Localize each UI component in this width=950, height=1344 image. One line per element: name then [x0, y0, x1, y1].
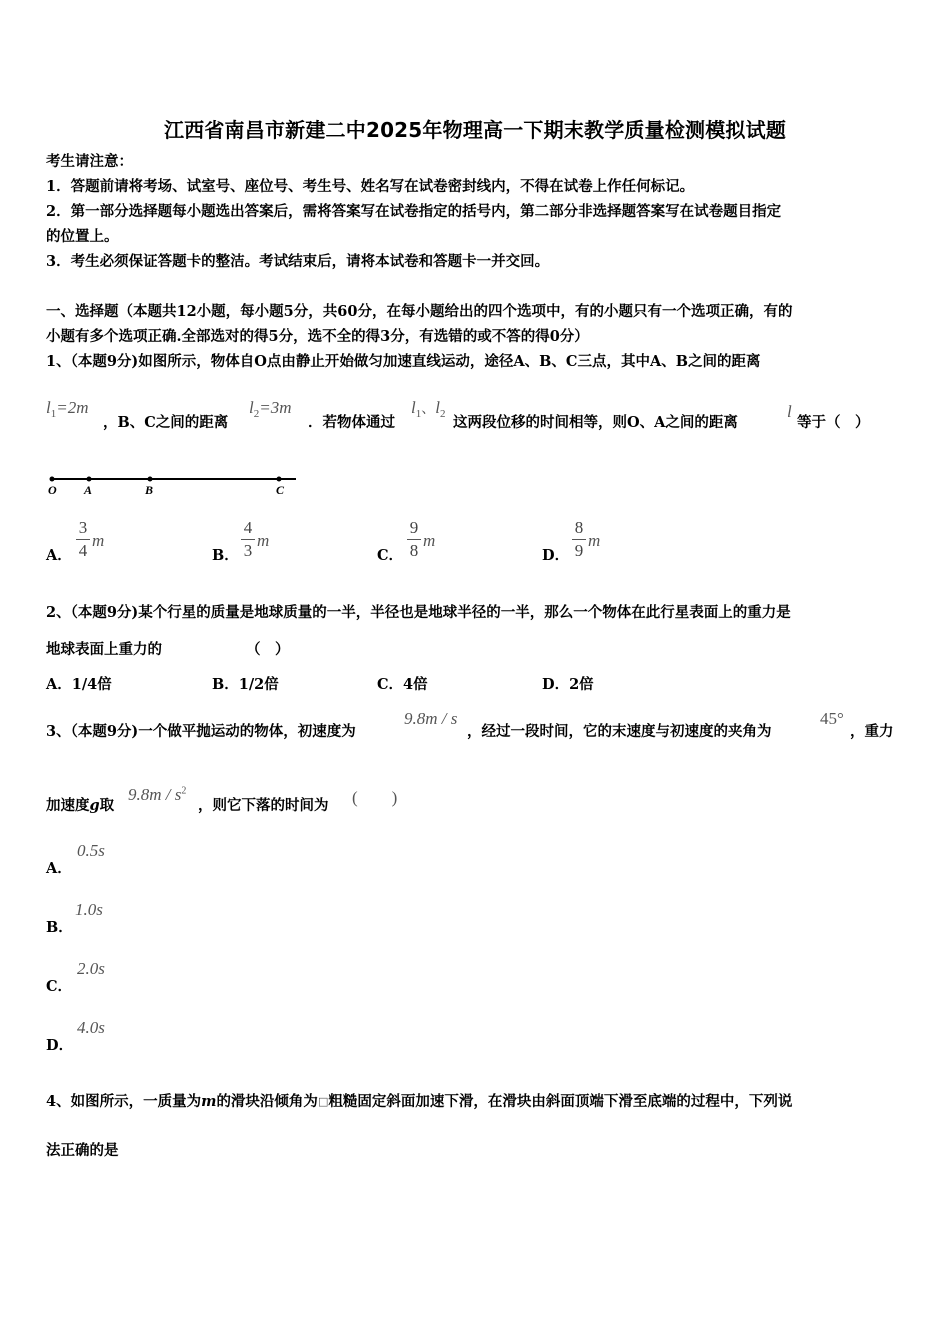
q3-g-symbol: g — [89, 797, 100, 814]
q1-option-c-unit: m — [423, 531, 436, 550]
section-header-line2: 小题有多个选项正确.全部选对的得5分，选不全的得3分，有选错的或不答的得0分） — [46, 328, 589, 345]
q4-stem-line1 — [46, 1092, 792, 1112]
q1-l1-symbol: l — [46, 398, 51, 417]
q1-text-c: 这两段位移的时间相等，则O、A之间的距离 — [453, 414, 738, 431]
q2-option-c[interactable] — [377, 675, 428, 695]
section-header-line1: 一、选择题（本题共12小题，每小题5分，共60分，在每小题给出的四个选项中，有的小题只有一个选项正确，有的 — [46, 303, 793, 320]
q1-option-b-den: 3 — [243, 541, 253, 560]
notice-item-2: 2．第一部分选择题每小题选出答案后，需将答案写在试卷指定的括号内，第二部分非选择题答案写在试卷题目指定 — [46, 203, 782, 220]
q2-option-d[interactable] — [542, 675, 594, 695]
q1-l2b-symbol: l — [435, 398, 440, 417]
q1-option-a-unit: m — [92, 531, 105, 550]
q1-option-b-fraction — [241, 518, 255, 561]
q1-text-a: ，B、C之间的距离 — [103, 414, 229, 431]
q2-option-b[interactable] — [212, 675, 279, 695]
q3-option-b-text: 1.0s — [75, 900, 103, 919]
q2-stem-line1: 2、（本题9分)某个行星的质量是地球质量的一半，半径也是地球半径的一半，那么一个物体在此行星表面上的重力是 — [46, 604, 791, 621]
q3-line2 — [46, 796, 114, 816]
q1-option-d-den: 9 — [574, 541, 584, 560]
q1-option-c-den: 8 — [409, 541, 419, 560]
q2-stem-line2: 地球表面上重力的 — [46, 641, 162, 658]
q3-option-c-text: 2.0s — [77, 959, 105, 978]
q3-paren: ( ) — [352, 788, 398, 807]
q3-text-a: 3、（本题9分)一个做平抛运动的物体，初速度为 — [46, 723, 356, 740]
q2-option-c-letter: C． — [377, 676, 404, 693]
q4-mass-symbol: m — [201, 1093, 217, 1110]
notice-item-3: 3．考生必须保证答题卡的整洁。考试结束后，请将本试卷和答题卡一并交回。 — [46, 253, 550, 270]
q1-l1b-symbol: l — [411, 398, 416, 417]
q2-option-c-text: 4倍 — [403, 676, 428, 693]
q2-option-a-text: 1/4倍 — [71, 676, 112, 693]
q4-text-c: 粗糙固定斜面加速下滑，在滑块由斜面顶端下滑至底端的过程中，下列说 — [328, 1093, 793, 1110]
q1-label-c: C — [276, 483, 285, 497]
notice-item-1: 1．答题前请将考场、试室号、座位号、考生号、姓名写在试卷密封线内，不得在试卷上作任何标记。 — [46, 178, 695, 195]
q1-option-c-fraction — [407, 518, 421, 561]
q2-option-a-letter: A． — [46, 676, 72, 693]
q1-text-d: 等于（ ） — [797, 414, 870, 431]
notice-item-2-cont: 的位置上。 — [46, 228, 119, 245]
q1-point-b — [148, 477, 153, 482]
q1-option-a-fraction — [76, 518, 90, 561]
q1-l1b-sub: 1 — [415, 408, 422, 421]
q3-gexp: 2 — [181, 785, 187, 797]
q1-l1-value: =2m — [56, 398, 89, 417]
q3-option-a-letter[interactable]: A． — [46, 860, 72, 877]
q1-l-symbol: l — [787, 402, 792, 421]
q2-option-d-letter: D． — [542, 676, 570, 693]
q1-stem-line1: 1、（本题9分)如图所示，物体自O点由静止开始做匀加速直线运动，途径A、B、C三点，其中A、B之间的距离 — [46, 353, 761, 370]
q1-separator: 、 — [421, 402, 436, 417]
q1-option-b-unit: m — [257, 531, 270, 550]
q3-text-c: ，重力 — [850, 723, 894, 740]
q1-label-b: B — [145, 483, 154, 497]
q3-option-c-letter[interactable]: C． — [46, 978, 73, 995]
q1-l1-sub: 1 — [50, 408, 57, 421]
q1-option-b-num: 4 — [243, 518, 253, 537]
q1-option-b-letter[interactable]: B． — [212, 547, 239, 564]
q3-text-d: 加速度 — [46, 797, 90, 814]
q1-option-c-letter[interactable]: C． — [377, 547, 404, 564]
q1-option-d-fraction — [572, 518, 586, 561]
q3-initial-velocity: 9.8m / s — [404, 709, 458, 728]
q1-point-a — [87, 477, 92, 482]
page-title: 江西省南昌市新建二中2025年物理高一下期末教学质量检测模拟试题 — [163, 118, 787, 142]
q1-label-o: O — [48, 483, 57, 497]
q4-text-b: 的滑块沿倾角为 — [216, 1093, 318, 1110]
q1-point-c — [277, 477, 282, 482]
q1-option-a-letter[interactable]: A． — [46, 547, 72, 564]
q3-text-e: 取 — [99, 797, 115, 814]
q1-option-c-num: 9 — [409, 518, 419, 537]
q3-option-a-text: 0.5s — [77, 841, 105, 860]
q4-missing-symbol: □ — [317, 1095, 329, 1108]
q1-l2 — [249, 398, 291, 420]
q1-stem-line2 — [46, 398, 88, 420]
q1-option-a-den: 4 — [78, 541, 88, 560]
q3-gravity-value — [128, 785, 186, 805]
q4-stem-line2: 法正确的是 — [46, 1142, 119, 1159]
q1-label-a: A — [84, 483, 93, 497]
q1-l2-symbol: l — [249, 398, 254, 417]
q3-gval: 9.8m / s — [128, 785, 182, 804]
q2-option-b-text: 1/2倍 — [238, 676, 279, 693]
q1-l2-value: =3m — [259, 398, 292, 417]
q1-l2b-sub: 2 — [439, 408, 446, 421]
q1-point-o — [50, 477, 55, 482]
q3-option-d-text: 4.0s — [77, 1018, 105, 1037]
q1-option-d-unit: m — [588, 531, 601, 550]
q2-paren: （ ） — [246, 641, 290, 658]
q3-angle: 45° — [820, 709, 844, 728]
q2-option-a[interactable] — [46, 675, 112, 695]
q3-option-b-letter[interactable]: B． — [46, 919, 73, 936]
notice-heading: 考生请注意： — [46, 153, 133, 170]
q1-option-a-num: 3 — [78, 518, 88, 537]
q2-option-b-letter: B． — [212, 676, 239, 693]
q3-option-d-letter[interactable]: D． — [46, 1037, 74, 1054]
q1-l1-l2 — [411, 398, 445, 420]
q1-text-b: ．若物体通过 — [308, 414, 395, 431]
q2-option-d-text: 2倍 — [569, 676, 594, 693]
q1-l2-sub: 2 — [253, 408, 260, 421]
q3-text-f: ，则它下落的时间为 — [198, 797, 329, 814]
q1-option-d-letter[interactable]: D． — [542, 547, 570, 564]
q1-option-d-num: 8 — [574, 518, 584, 537]
q3-text-b: ，经过一段时间，它的末速度与初速度的夹角为 — [467, 723, 772, 740]
q4-text-a: 4、如图所示，一质量为 — [46, 1093, 202, 1110]
